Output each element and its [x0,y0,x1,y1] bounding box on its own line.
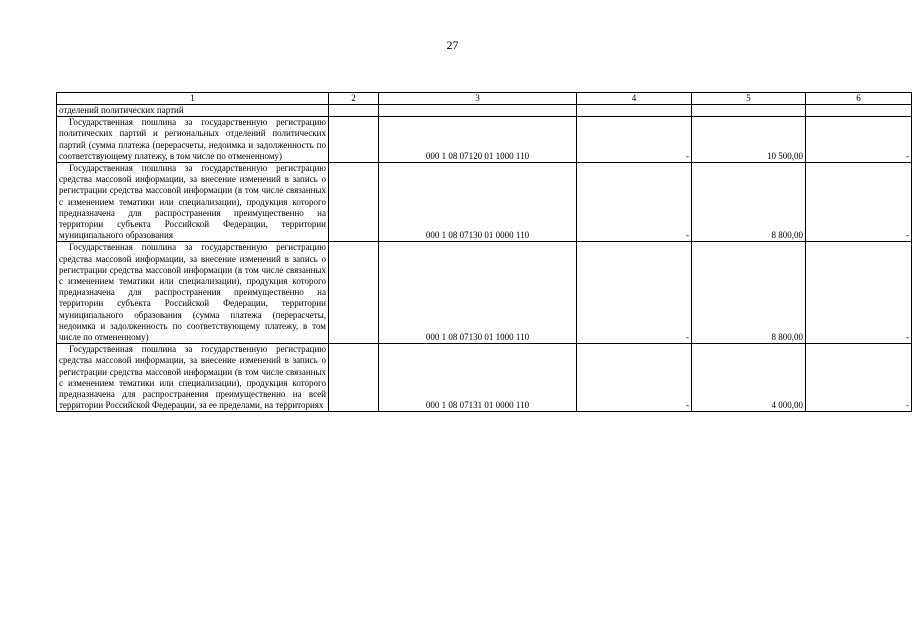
row-col4-cell [577,105,692,117]
row-col6-cell: - [806,117,912,163]
page-number: 27 [446,38,459,52]
row-name-cell [57,242,329,344]
row-code-cell: 000 1 08 07130 01 0000 110 [379,163,577,242]
row-code-cell: 000 1 08 07131 01 0000 110 [379,344,577,412]
row-col6-cell [806,105,912,117]
row-name-cell [57,163,329,242]
row-amount-cell: 10 500,00 [692,117,806,163]
row-amount-cell: 4 000,00 [692,344,806,412]
table-row [57,163,912,242]
row-col6-cell: - [806,242,912,344]
row-name-text: Государственная пошлина за государственную регистрацию средства массовой информации, за внесение изменений в запись о регистрации средства массовой информации (в том числе связанных с изменением тематики или специализации), продукция которого предназначена для распространения преимущественно на территории субъекта Российской Федерации, территории муниципального образования [59,163,326,241]
row-name-text: Государственная пошлина за государственную регистрацию средства массовой информации, за внесение изменений в запись о регистрации средства массовой информации (в том числе связанных с изменением тематики или специализации), продукция которого предназначена для распространения преимущественно на всей территории Российской Федерации, за ее пределами, на территориях [59,344,326,411]
row-col2-cell [329,344,379,412]
header-col-6: 6 [806,93,912,105]
row-col2-cell [329,163,379,242]
row-name-cell [57,117,329,163]
table-row [57,105,912,117]
row-amount-cell: 8 800,00 [692,163,806,242]
table-body [57,105,912,412]
header-col-3: 3 [379,93,577,105]
row-col4-cell: - [577,242,692,344]
row-name-cell [57,344,329,412]
row-name-text: Государственная пошлина за государственную регистрацию средства массовой информации, за внесение изменений в запись о регистрации средства массовой информации (в том числе связанных с изменением тематики или специализации), продукция которого предназначена для распространения преимущественно на территории субъекта Российской Федерации, территории муниципального образования (сумма платежа (перерасчеты, недоимка и задолженность по соответствующему платежу, в том числе по отмененному) [59,242,326,343]
row-name-text: отделений политических партий [59,105,184,115]
header-col-5: 5 [692,93,806,105]
row-col6-cell: - [806,163,912,242]
row-col2-cell [329,242,379,344]
row-col4-cell: - [577,117,692,163]
header-col-2: 2 [329,93,379,105]
table-row [57,344,912,412]
row-col4-cell: - [577,344,692,412]
table-row [57,117,912,163]
table-row [57,242,912,344]
row-col4-cell: - [577,163,692,242]
row-name-cell [57,105,329,117]
revenue-table [56,92,912,412]
table-header-row [57,93,912,105]
row-col2-cell [329,117,379,163]
row-amount-cell: 8 800,00 [692,242,806,344]
row-col6-cell: - [806,344,912,412]
row-col2-cell [329,105,379,117]
row-code-cell: 000 1 08 07130 01 1000 110 [379,242,577,344]
row-amount-cell [692,105,806,117]
row-code-cell [379,105,577,117]
row-name-text: Государственная пошлина за государственную регистрацию политических партий и региональных отделений политических партий (сумма платежа (перерасчеты, недоимка и задолженность по соответствующему платежу, в том числе по отмененному) [59,117,326,161]
row-code-cell: 000 1 08 07120 01 1000 110 [379,117,577,163]
header-col-1: 1 [57,93,329,105]
header-col-4: 4 [577,93,692,105]
